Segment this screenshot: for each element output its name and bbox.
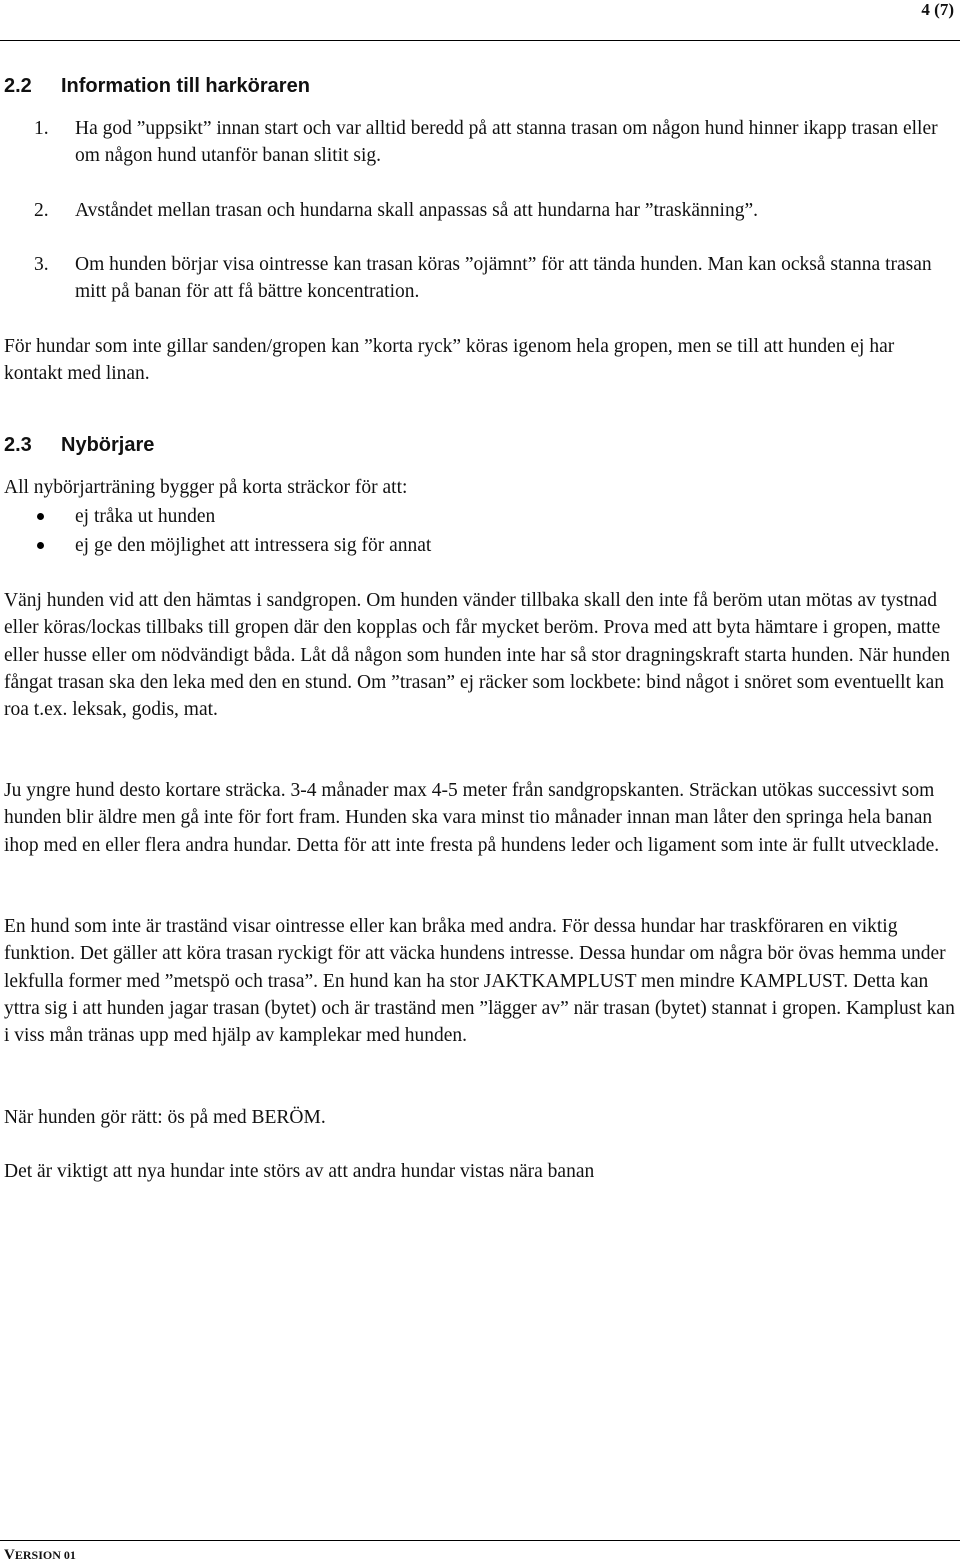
footer-first-letter: V xyxy=(4,1547,15,1563)
list-marker: 1. xyxy=(34,118,49,139)
paragraph: För hundar som inte gillar sanden/gropen kan ”korta ryck” köras igenom hela gropen, men se till att hunden ej har kontakt med linan. xyxy=(4,336,895,385)
list-marker: 3. xyxy=(34,254,49,275)
section-title: Information till harköraren xyxy=(61,75,310,97)
section-heading-2-3 xyxy=(4,434,154,457)
list-marker: 2. xyxy=(34,200,49,221)
list-item-text: Om hunden börjar visa ointresse kan trasan köras ”ojämnt” för att tända hunden. Man kan också stanna trasan mitt på banan för att få bättre koncentration. xyxy=(75,254,932,303)
bullet-icon xyxy=(37,513,44,520)
footer-rule xyxy=(0,1540,960,1541)
bullet-text: ej tråka ut hunden xyxy=(75,506,216,527)
footer-version xyxy=(4,1547,76,1564)
paragraph: Vänj hunden vid att den hämtas i sandgropen. Om hunden vänder tillbaka skall den inte få beröm utan mötas av tystnad eller köras/lockas tillbaks till gropen där den kopplas och får mycket beröm. Prova med att byta hämtare i gropen, matte eller husse eller om nödvändigt båda. Låt då någon som hunden inte har så stor dragningskraft starta hunden. När hunden fångat trasan ska den leka med den en stund. Om ”trasan” ej räcker som lockbete: bind något i snöret som eventuellt kan roa t.ex. leksak, godis, mat. xyxy=(4,590,951,721)
paragraph: När hunden gör rätt: ös på med BERÖM. xyxy=(4,1107,326,1128)
section-number: 2.3 xyxy=(4,434,32,456)
section-number: 2.2 xyxy=(4,75,32,97)
paragraph: Ju yngre hund desto kortare sträcka. 3-4 månader max 4-5 meter från sandgropskanten. Sträckan utökas successivt som hunden blir äldre men gå inte för fort fram. Hunden ska vara minst tio månader innan man låter den springa hela banan ihop med en eller flera andra hundar. Detta för att inte fresta på hundens leder och ligament som inte är fullt utvecklade. xyxy=(4,780,940,856)
paragraph: En hund som inte är traständ visar ointresse eller kan bråka med andra. För dessa hundar har traskföraren en viktig funktion. Det gäller att köra trasan ryckigt för att väcka hundens intresse. Dessa hundar om några bör övas hemma under lekfulla former med ”metspö och trasa”. En hund kan ha stor JAKTKAMPLUST men mindre KAMPLUST. Detta kan yttra sig i att hunden jagar trasan (bytet) och är traständ men ”lägger av” när trasan (bytet) stannat i gropen. Kamplust kan i viss mån tränas upp med hjälp av kamplekar med hunden. xyxy=(4,916,955,1047)
bullet-icon xyxy=(37,542,44,549)
page-number: 4 (7) xyxy=(921,0,954,19)
section-title: Nybörjare xyxy=(61,434,155,456)
list-item-text: Avståndet mellan trasan och hundarna skall anpassas så att hundarna har ”traskänning”. xyxy=(75,200,758,221)
bullet-text: ej ge den möjlighet att intressera sig för annat xyxy=(75,535,432,556)
intro-text: All nybörjarträning bygger på korta sträckor för att: xyxy=(4,477,408,498)
header-rule xyxy=(0,40,960,41)
list-item-text: Ha god ”uppsikt” innan start och var alltid beredd på att stanna trasan om någon hund hinner ikapp trasan eller om någon hund utanför banan slitit sig. xyxy=(75,118,938,167)
footer-rest: ERSION 01 xyxy=(14,1548,76,1562)
section-heading-2-2 xyxy=(4,75,310,98)
paragraph: Det är viktigt att nya hundar inte störs av att andra hundar vistas nära banan xyxy=(4,1161,595,1182)
